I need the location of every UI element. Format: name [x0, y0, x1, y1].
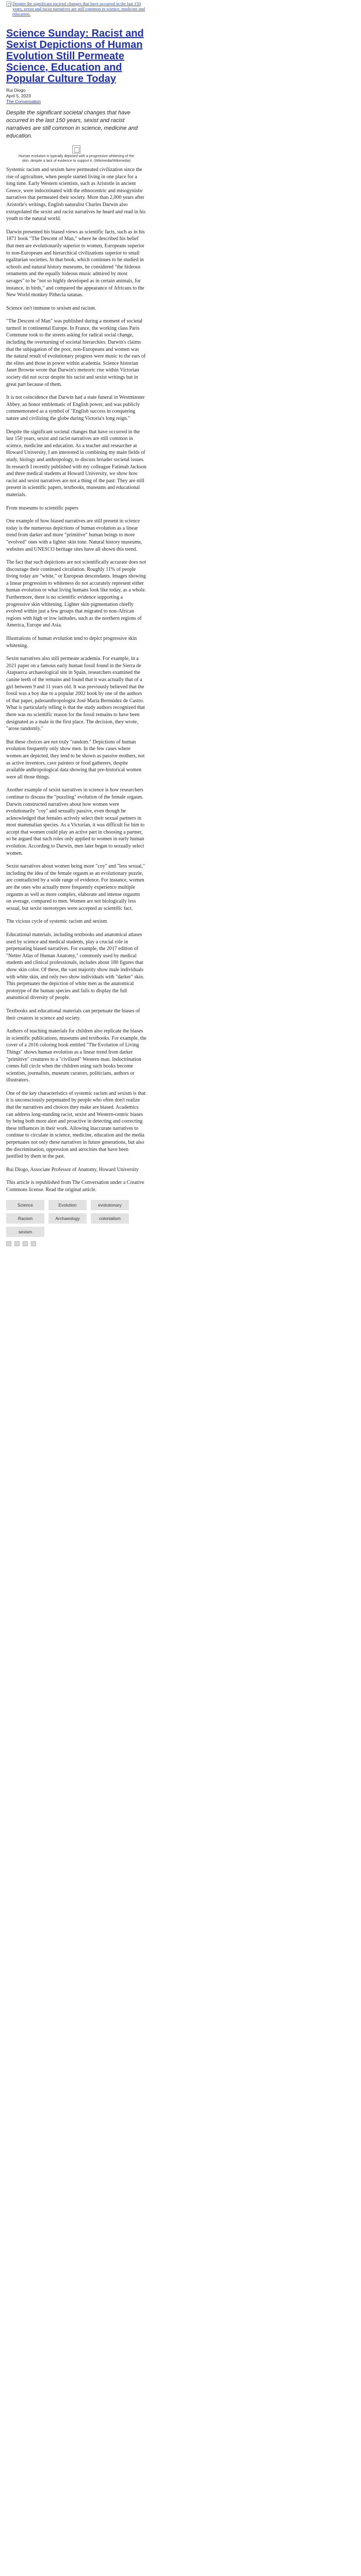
figure-caption: Human evolution is typically depicted with a progressive whitening of the skin, despite a lack of evidence to support it. (Wikimedia/Wikimedia): [18, 155, 135, 163]
paragraph: Despite the significant societal changes that have occurred in the last 150 years, sexist and racist narratives are still common in science, medicine and education. As a teacher and researcher at Howard University, I am interested in combining my main fields of study, biology and anthropology, to discuss broader societal issues. In research I recently published with my colleague Fatimah Jackson and three medical students at Howard University, we show how racist and sexist narratives are not a thing of the past: They are still present in scientific papers, textbooks, museums and educational materials.: [6, 429, 146, 498]
paragraph: Darwin presented his biased views as scientific facts, such as in his 1871 book "The Descent of Man," where he described his belief that men are evolutionarily superior to women, Europeans superior to non-Europeans and hierarchical civilizations superior to small egalitarian societies. In that book, which continues to be studied in schools and natural history museums, he considered "the hideous ornaments and the equally hideous music admired by most savages" to be "not so highly developed as in certain animals, for instance, in birds," and compared the appearance of Africans to the New World monkey Pithecia satanas.: [6, 229, 145, 298]
paragraph: It is not coincidence that Darwin had a state funeral in Westminster Abbey, an honor emblematic of English power, and was publicly commemorated as a symbol of "English success in conquering nature and civilizing the globe during Victoria's long reign.": [6, 395, 145, 421]
republish-note: This article is republished from The Conversation under a Creative Commons license. Read the original article.: [6, 1180, 144, 1193]
paragraph: From museums to scientific papers: [6, 505, 78, 511]
share-email-icon[interactable]: [31, 1241, 36, 1246]
paragraph: Systemic racism and sexism have permeated civilization since the rise of agriculture, when people started living in one place for a long time. Early Western scientists, such as Aristotle in ancient Greece, were indoctrinated with the ethnocentric and misogynistic narratives that permeated their society. More than 2,000 years after Aristotle's writings, English naturalist Charles Darwin also extrapolated the sexist and racist narratives he heard and read in his youth to the natural world.: [6, 167, 146, 222]
article-source-link[interactable]: The Conversation: [6, 99, 41, 104]
broken-image-icon: [72, 145, 80, 154]
paragraph: Sexist narratives about women being more "coy" and "less sexual," including the idea of the female orgasm as an evolutionary puzzle, are contradicted by a wide range of evidence. For instance, women are the ones who actually more frequently experience multiple orgasms as well as more complex, elaborate and intense orgasms on average, compared to men. Women are not biologically less sexual, but sexist stereotypes were accepted as scientific fact.: [6, 863, 145, 911]
paragraph: But these choices are not truly "random." Depictions of human evolution frequently only show men. In the few cases where women are depicted, they tend to be shown as passive mothers, not as active inventors, cave painters or food gatherers, despite available anthropological data showing that pre-historical women were all those things.: [6, 739, 145, 780]
paragraph: One example of how biased narratives are still present in science today is the numerous depictions of human evolution as a linear trend from darker and more "primitive" human beings to more "evolved" ones with a lighter skin tone. Natural history museums, websites and UNESCO heritage sites have all shown this trend.: [6, 518, 142, 552]
author-bio: Rui Diogo, Associate Professor of Anatomy, Howard University: [6, 1166, 139, 1173]
tag-chip[interactable]: evolutionary: [91, 1200, 129, 1210]
tag-chip[interactable]: Racism: [6, 1213, 44, 1224]
tag-chip[interactable]: colonialism: [91, 1213, 129, 1224]
article-title[interactable]: Science Sunday: Racist and Sexist Depictions of Human Evolution Still Permeate Science, Education and Popular Culture Today: [6, 28, 144, 84]
paragraph: Textbooks and educational materials can perpetuate the biases of their creators in science and society.: [6, 1008, 140, 1021]
paragraph: The fact that such depictions are not scientifically accurate does not discourage their continued circulation. Roughly 11% of people living today are "white," or European descendants. Images showing a linear progression to whiteness do not accurately represent either human evolution or what living humans look like today, as a whole. Furthermore, there is no scientific evidence supporting a progressive skin whitening. Lighter skin pigmentation chiefly evolved within just a few groups that migrated to non-African regions with high or low latitudes, such as the northern regions of America, Europe and Asia.: [6, 560, 146, 629]
tag-chip[interactable]: Archaeology: [48, 1213, 87, 1224]
paragraph: Another example of sexist narratives in science is how researchers continue to discuss the "puzzling" evolution of the female orgasm. Darwin constructed narratives about how women were evolutionarily "coy" and sexually passive, even though he acknowledged that females actively select their sexual partners in most mammalian species. As a Victorian, it was difficult for him to accept that women could play an active part in choosing a partner, so he argued that such roles only applied to women in early human evolution. According to Darwin, men later began to sexually select women.: [6, 787, 145, 856]
header-image-link[interactable]: [6, 1, 146, 26]
paragraph: One of the key characteristics of systemic racism and sexism is that it is unconsciously perpetuated by people who often don't realize that the narratives and choices they make are biased. Academics can address long-standing racist, sexist and Western-centric biases by being both more alert and proactive in detecting and correcting these influences in their work. Allowing inaccurate narratives to continue to circulate in science, medicine, education and the media perpetuates not only these narratives in future generations, but also the discrimination, oppression and atrocities that have been justified by them in the past.: [6, 1090, 146, 1160]
header-image-alt-text: Despite the significant societal changes that have occurred in the last 150 years, sexist and racist narratives are still common in science, medicine and education.: [12, 1, 145, 16]
article-body: [6, 166, 146, 1194]
article-author: Rui Diogo: [6, 88, 26, 93]
paragraph: The vicious cycle of systemic racism and sexism: [6, 919, 107, 925]
broken-image-icon: [6, 2, 11, 7]
paragraph: Authors of teaching materials for children also replicate the biases in scientific publications, museums and textbooks. For example, the cover of a 2016 coloring book entitled "The Evolution of Living Things" shows human evolution as a linear trend from darker "primitive" creatures to a "civilized" Western man. Indoctrination comes full circle when the children using such books become scientists, journalists, museum curators, politicians, authors or illustrators.: [6, 1028, 146, 1083]
share-facebook-icon[interactable]: [14, 1241, 20, 1246]
share-linkedin-icon[interactable]: [23, 1241, 28, 1246]
tag-list: [6, 1200, 146, 1237]
article-meta: [6, 88, 146, 105]
tag-chip[interactable]: Science: [6, 1200, 44, 1210]
paragraph: Science isn't immune to sexism and racism.: [6, 305, 96, 311]
tag-chip[interactable]: sexism: [6, 1227, 44, 1237]
figure: [6, 145, 146, 163]
paragraph: "The Descent of Man" was published during a moment of societal turmoil in continental Europe. In France, the working class Paris Commune took to the streets asking for radical social change, including the overturning of societal hierarchies. Darwin's claims that the subjugation of the poor, non-Europeans and women was the natural result of evolutionary progress were music to the ears of the elites and those in power within academia. Science historian Janet Browne wrote that Darwin's meteoric rise within Victorian society did not occur despite his racist and sexist writings but in great part because of them.: [6, 318, 146, 387]
article-lede: Despite the significant societal changes that have occurred in the last 150 years, sexist and racist narratives are still common in science, medicine and education.: [6, 110, 138, 139]
paragraph: Educational materials, including textbooks and anatomical atlases used by science and medical students, play a crucial role in perpetuating biased narratives. For example, the 2017 edition of "Netter Atlas of Human Anatomy," commonly used by medical students and clinical professionals, includes about 180 figures that show skin color. Of these, the vast majority show male individuals with white skin, and only two show individuals with "darker" skin. This perpetuates the depiction of white men as the anatomical prototype of the human species and fails to display the full anatomical diversity of people.: [6, 932, 144, 1001]
tag-chip[interactable]: Evolution: [48, 1200, 87, 1210]
share-icons: [6, 1241, 146, 1246]
article-column: [6, 1, 146, 1252]
share-twitter-icon[interactable]: [6, 1241, 11, 1246]
paragraph: Illustrations of human evolution tend to depict progressive skin whitening.: [6, 636, 137, 649]
article-date: April 5, 2023: [6, 93, 31, 98]
paragraph: Sexist narratives also still permeate academia. For example, in a 2021 paper on a famous early human fossil found in the Sierra de Atapuerca archaeological site in Spain, researchers examined the canine teeth of the remains and found that it was actually that of a girl between 9 and 11 years old. It was previously believed that the fossil was a boy due to a popular 2002 book by one of the authors of that paper, paleoanthropologist José María Bermúdez de Castro. What is particularly telling is that the study authors recognized that there was no scientific reason for the fossil remains to have been designated as a male in the first place. The decision, they wrote, "arose randomly.": [6, 656, 145, 732]
